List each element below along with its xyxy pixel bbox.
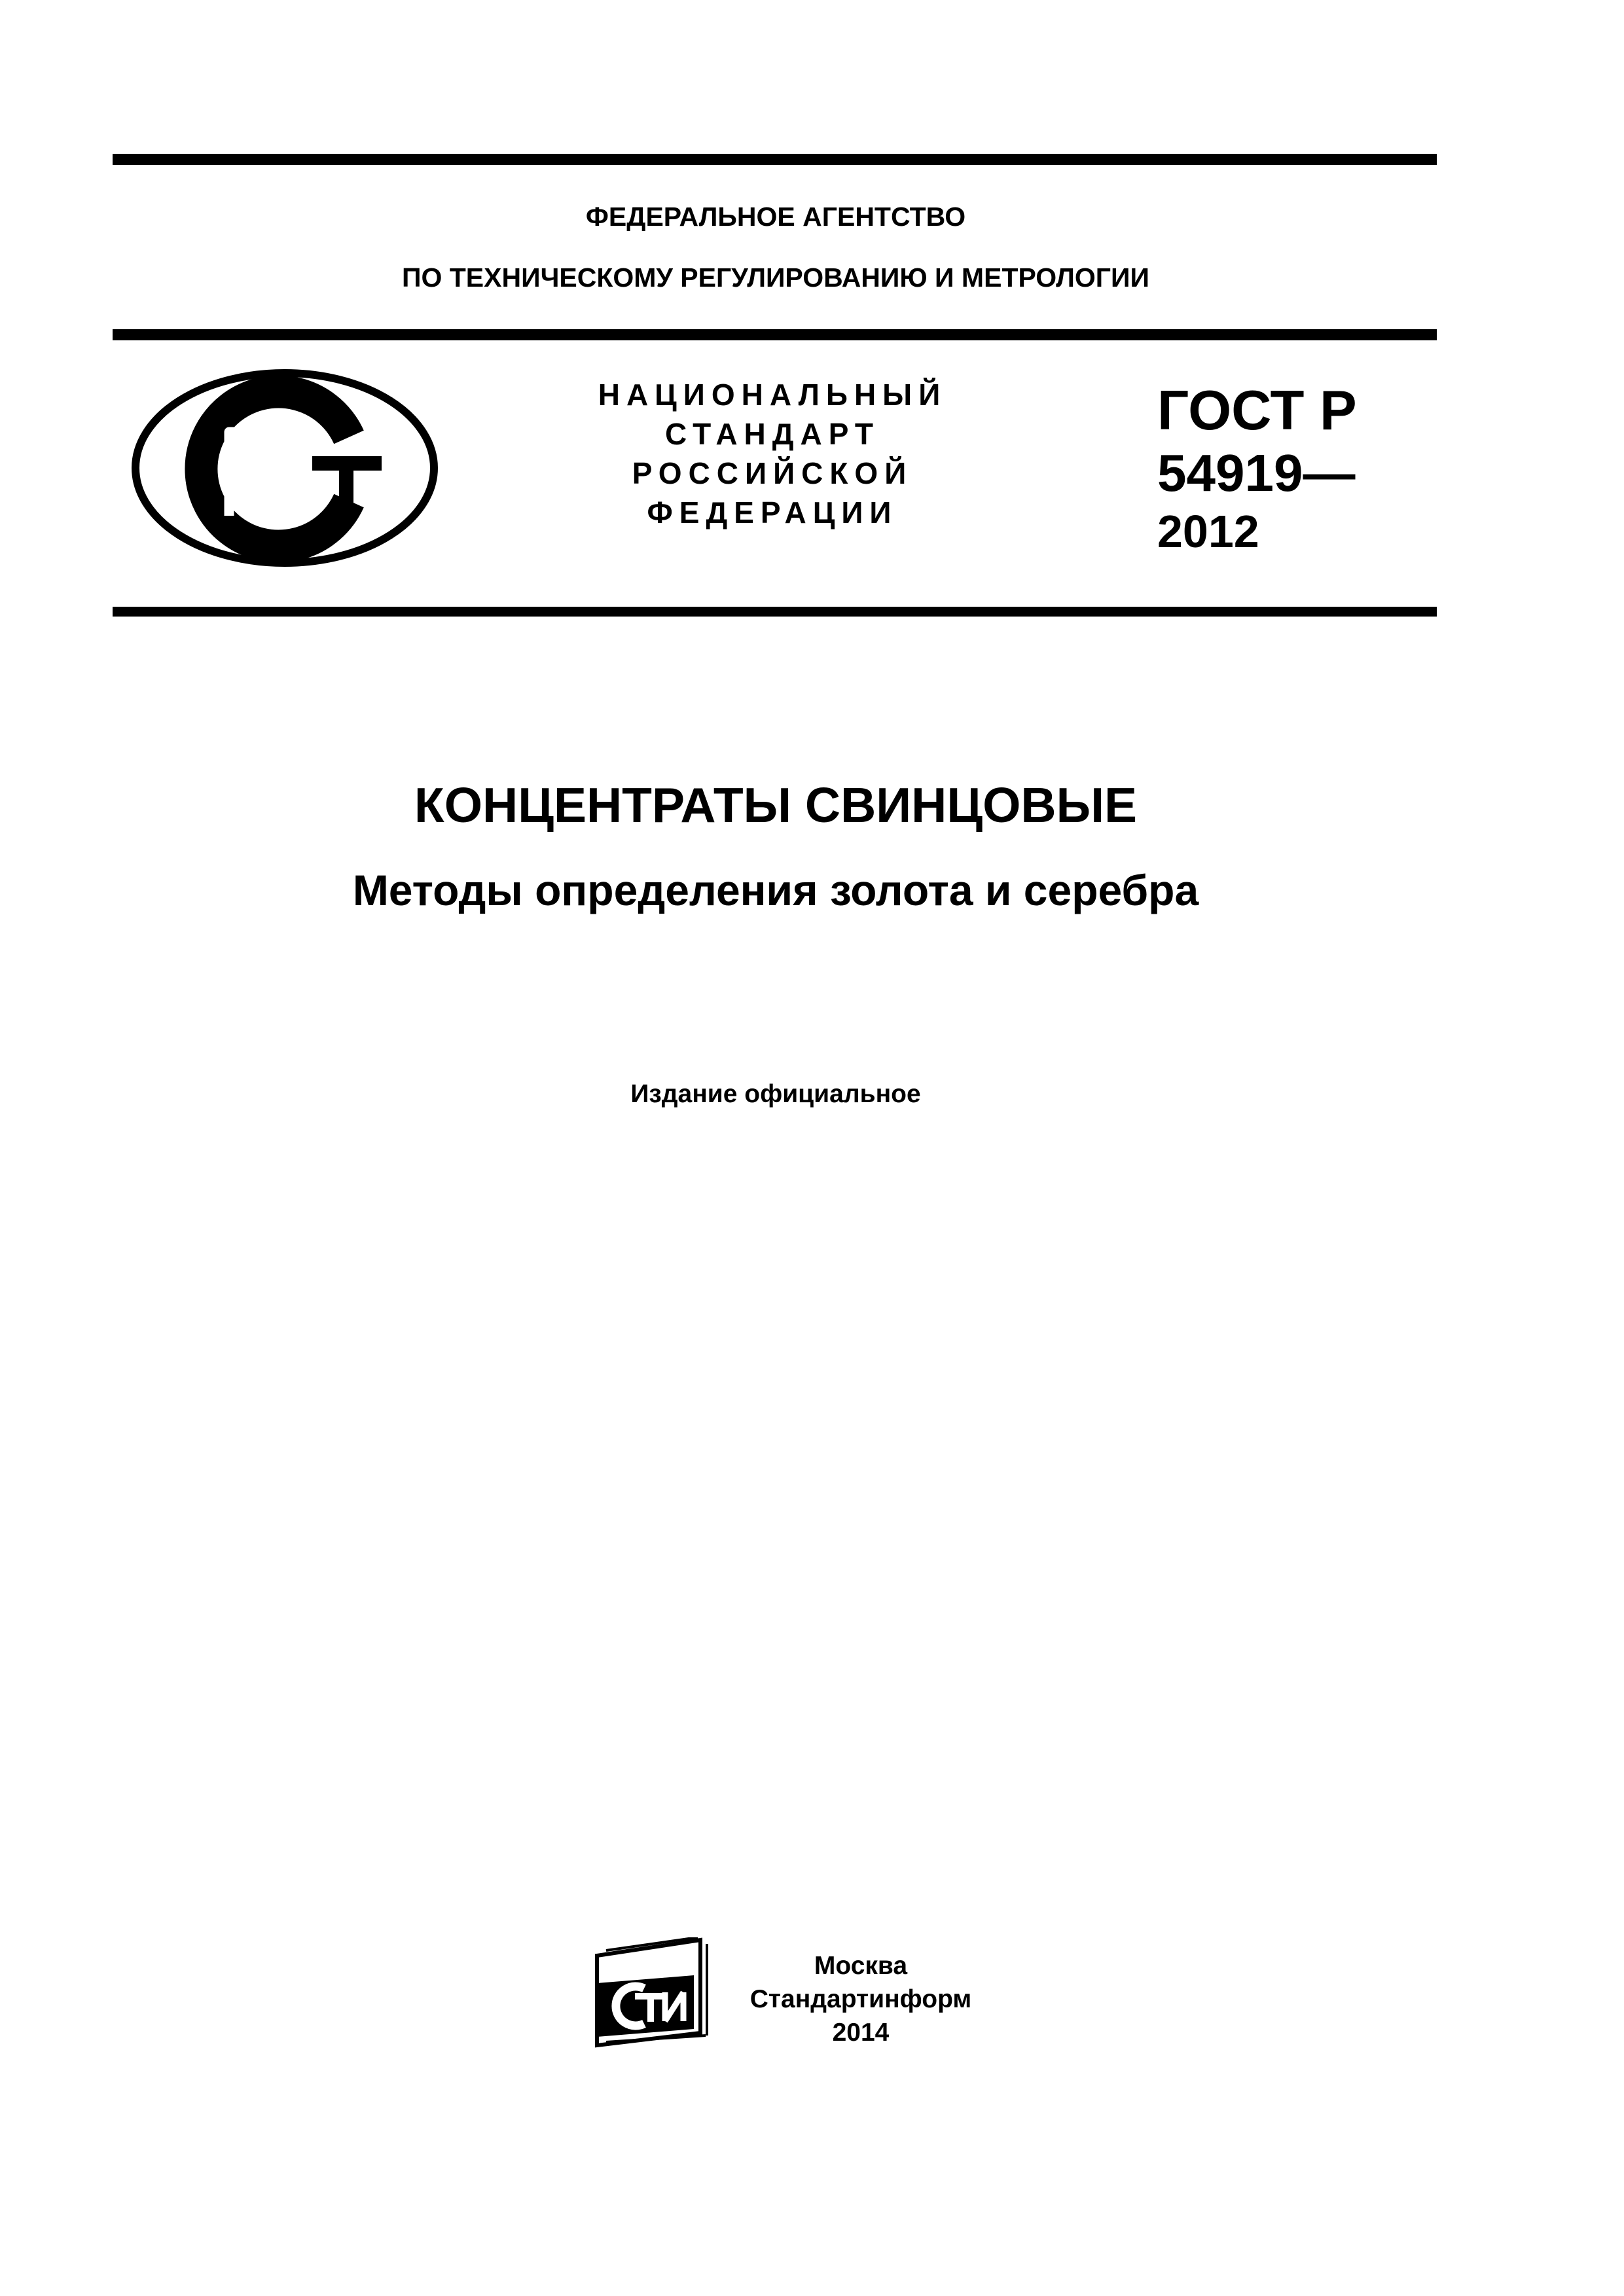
standard-category-line-3: РОССИЙСКОЙ	[632, 456, 913, 490]
gost-designation-year: 2012	[1157, 506, 1259, 557]
standard-block-rule	[113, 607, 1437, 617]
agency-line-1: ФЕДЕРАЛЬНОЕ АГЕНТСТВО	[585, 202, 966, 232]
publisher-year: 2014	[832, 2018, 890, 2047]
edition-label: Издание официальное	[630, 1080, 921, 1108]
standard-category-line-1: НАЦИОНАЛЬНЫЙ	[598, 378, 947, 412]
agency-line-2: ПО ТЕХНИЧЕСКОМУ РЕГУЛИРОВАНИЮ И МЕТРОЛОГИИ	[402, 262, 1149, 293]
header-rule	[113, 329, 1437, 340]
gost-designation-number: 54919—	[1157, 444, 1356, 502]
standard-category-line-4: ФЕДЕРАЦИИ	[647, 495, 898, 529]
document-title: КОНЦЕНТРАТЫ СВИНЦОВЫЕ	[414, 778, 1138, 833]
gost-designation-prefix: ГОСТ Р	[1157, 380, 1357, 442]
standartinform-logo-icon	[584, 1937, 715, 2049]
rst-emblem-icon	[128, 367, 442, 569]
top-rule	[113, 154, 1437, 165]
standard-category-line-2: СТАНДАРТ	[665, 417, 880, 451]
publisher-name: Стандартинформ	[749, 1985, 972, 2013]
document-subtitle: Методы определения золота и серебра	[352, 866, 1199, 914]
publisher-city: Москва	[814, 1952, 908, 1980]
